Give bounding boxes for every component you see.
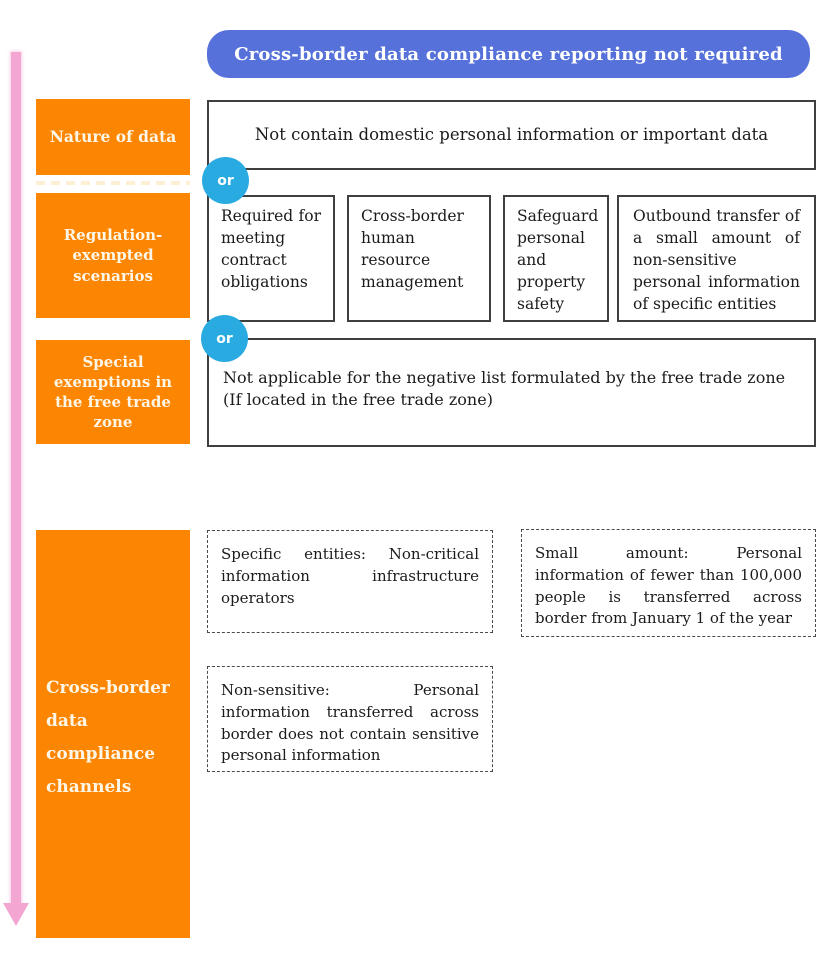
or-connector-2: or	[201, 315, 248, 362]
or-connector-1: or	[202, 157, 249, 204]
row-label-compliance-channels-text: Cross-border data compliance channels	[46, 678, 170, 798]
row-label-regulation-exempted-scenarios	[36, 193, 190, 318]
nature-content-box: Not contain domestic personal information or important data	[207, 100, 816, 170]
scenario-box-human-resource: Cross-border human resource management	[347, 195, 491, 322]
flow-arrow	[11, 52, 21, 904]
row-label-free-trade-exemptions	[36, 340, 190, 444]
channel-box-small-amount: Small amount: Personal information of fewer than 100,000 people is transferred across border from January 1 of the year	[521, 529, 816, 637]
row-label-nature-of-data	[36, 99, 190, 175]
free-trade-content-box: Not applicable for the negative list formulated by the free trade zone (If located in the free trade zone)	[207, 338, 816, 447]
row-label-compliance-channels	[36, 530, 190, 938]
row-label-regulation-exempted-scenarios-text: Regulation-exempted scenarios	[63, 226, 163, 285]
scenario-box-small-amount-transfer: Outbound transfer of a small amount of non-sensitive personal information of specific entities	[617, 195, 816, 322]
channel-box-specific-entities: Specific entities: Non-critical information infrastructure operators	[207, 530, 493, 633]
scenario-box-safeguard-safety: Safeguard personal and property safety	[503, 195, 609, 322]
flow-arrow-head-icon	[3, 903, 29, 926]
dashed-divider	[36, 181, 190, 185]
diagram-title: Cross-border data compliance reporting not required	[207, 30, 810, 78]
row-label-nature-of-data-text: Nature of data	[49, 126, 177, 146]
row-label-free-trade-exemptions-text: Special exemptions in the free trade zone	[53, 352, 173, 432]
scenario-box-contract-obligations: Required for meeting contract obligations	[207, 195, 335, 322]
channel-box-non-sensitive: Non-sensitive: Personal information transferred across border does not contain sensitive personal information	[207, 666, 493, 772]
